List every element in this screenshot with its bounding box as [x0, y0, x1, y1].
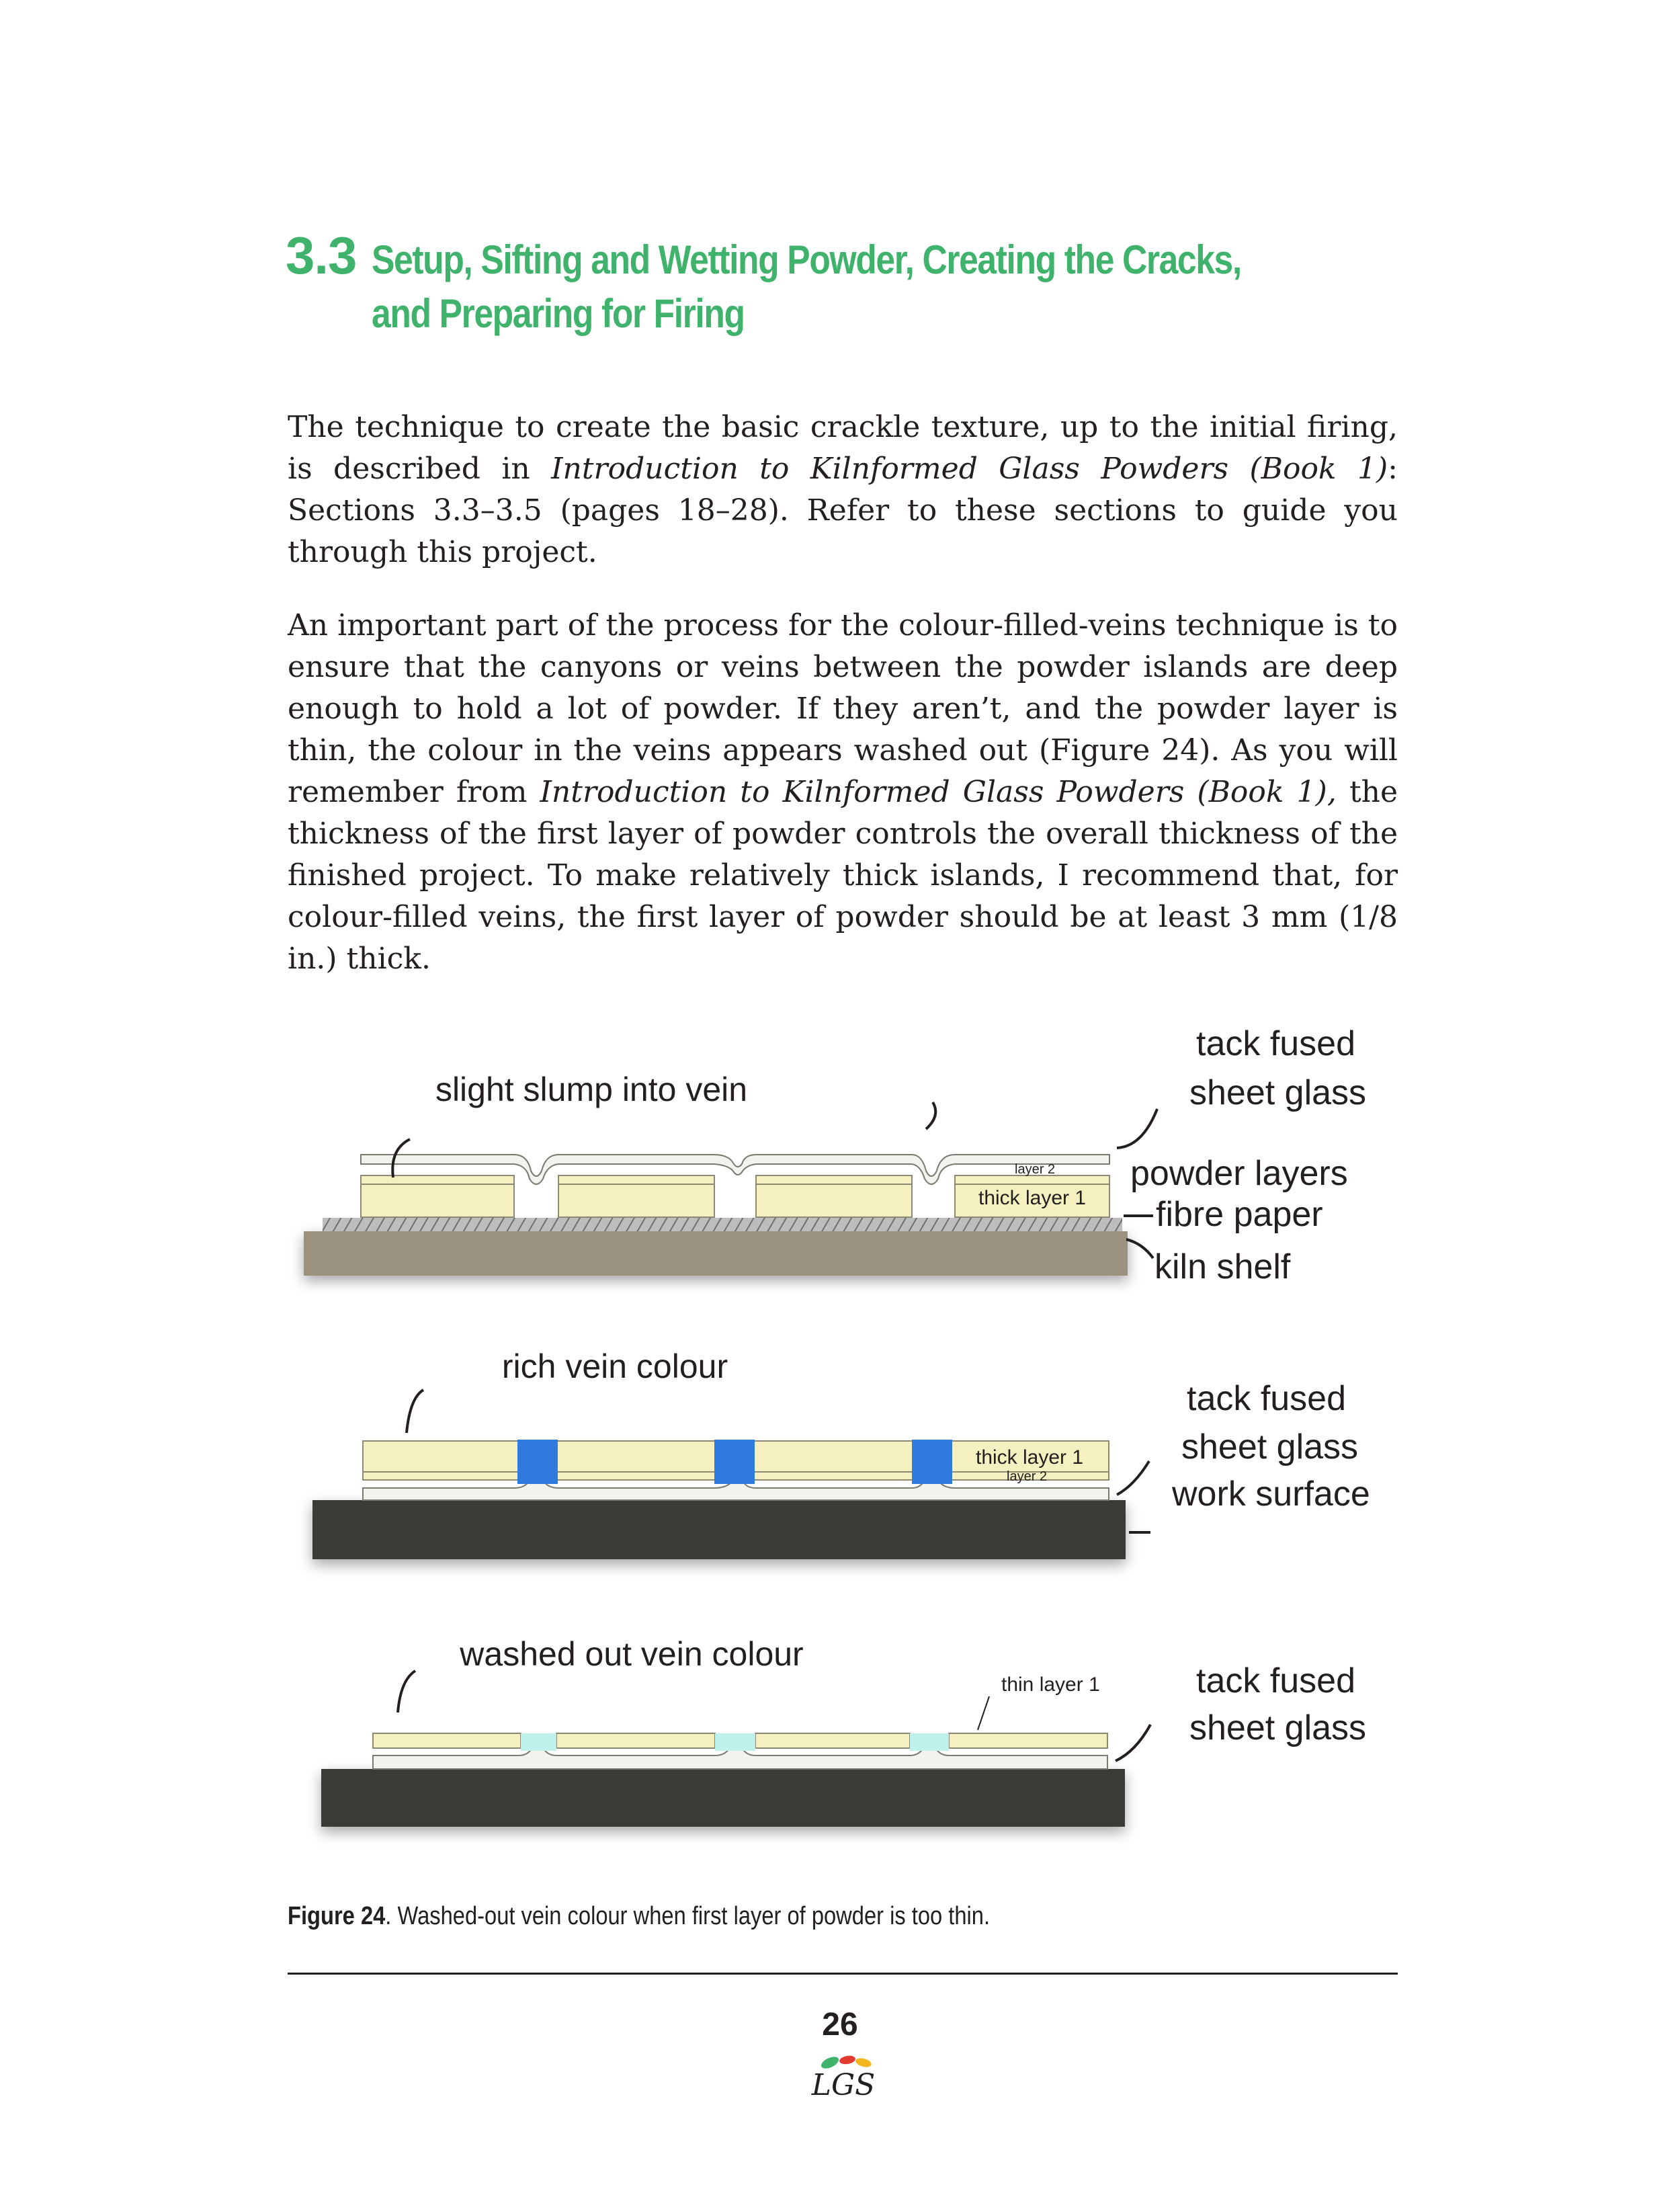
book-reference: Introduction to Kilnformed Glass Powders (Book 1) [551, 452, 1388, 486]
label-tack-fused: tack fused [1196, 1024, 1356, 1063]
fibre-paper [323, 1218, 1122, 1231]
footer-rule [288, 1973, 1398, 1975]
label-sheet-glass: sheet glass [1189, 1708, 1367, 1747]
callout-bracket [398, 1671, 415, 1712]
book-reference: Introduction to Kilnformed Glass Powders (Book 1), [540, 775, 1337, 809]
work-surface [321, 1769, 1125, 1827]
label-work-surface: work surface [1172, 1475, 1370, 1514]
label-tack-fused: tack fused [1187, 1379, 1347, 1418]
figure-caption [288, 1902, 990, 1931]
label-sheet-glass: sheet glass [1189, 1073, 1367, 1112]
label-thin-layer-1: thin layer 1 [1001, 1674, 1100, 1696]
section-title [372, 233, 1296, 341]
label-thick-layer-1: thick layer 1 [976, 1446, 1084, 1469]
paragraph-1-text-a: The technique to create the basic crackle texture, up to the initial firing, is described in [288, 410, 1398, 486]
work-surface [312, 1500, 1126, 1559]
label-layer-2: layer 2 [1015, 1162, 1056, 1177]
publisher-logo [803, 2053, 884, 2107]
annotation-rich-vein: rich vein colour [501, 1348, 728, 1385]
label-layer-2: layer 2 [1007, 1469, 1048, 1484]
leader-line [1126, 1239, 1153, 1258]
section-number: 3.3 [286, 226, 357, 285]
paragraph-2 [288, 605, 1398, 980]
diagram-washed-out-vein [321, 1635, 1366, 1827]
annotation-slight-slump: slight slump into vein [435, 1071, 748, 1108]
label-kiln-shelf: kiln shelf [1154, 1247, 1291, 1286]
callout-bracket [926, 1102, 935, 1129]
paragraph-1 [288, 407, 1398, 573]
paragraph-1-text-b: : Sections 3.3–3.5 (pages 18–28). Refer to these sections to guide you through this project. [288, 452, 1398, 569]
paragraph-2-text-a: An important part of the process for the colour-filled-veins technique is to ensure that the canyons or veins between the powder islands are deep enough to hold a lot of powder. If they aren’t, and the powder layer is thin, the colour in the veins appears washed out (Figure 24). As you will remember from [288, 608, 1398, 809]
label-fibre-paper: fibre paper [1156, 1195, 1323, 1234]
callout-bracket [407, 1390, 423, 1433]
leader-line [1117, 1461, 1149, 1495]
diagram-kiln-setup [304, 1024, 1366, 1286]
leader-line [978, 1696, 989, 1730]
diagram-rich-vein [312, 1348, 1370, 1559]
section-title-line-1: Setup, Sifting and Wetting Powder, Creating the Cracks, [372, 237, 1241, 282]
paragraph-2-text-b: the thickness of the first layer of powder controls the overall thickness of the finished project. To make relatively thick islands, I recommend that, for colour-filled veins, the first layer of powder should be at least 3 mm (1/8 in.) thick. [288, 775, 1398, 976]
annotation-washed-out: washed out vein colour [460, 1635, 804, 1673]
logo-text: LGS [811, 2068, 876, 2102]
caption-text: . Washed-out vein colour when first layer of powder is too thin. [385, 1902, 991, 1930]
figure-diagram [269, 1022, 1452, 1855]
kiln-shelf [304, 1231, 1128, 1276]
leader-line [1117, 1109, 1157, 1148]
leader-line [1116, 1725, 1150, 1761]
label-tack-fused: tack fused [1196, 1661, 1356, 1700]
page-number: 26 [822, 2007, 858, 2042]
figure-24 [269, 1022, 1452, 1855]
label-powder-layers: powder layers [1130, 1154, 1348, 1193]
section-title-line-2: and Preparing for Firing [372, 291, 745, 336]
label-thick-layer-1: thick layer 1 [978, 1187, 1087, 1209]
label-sheet-glass: sheet glass [1181, 1428, 1359, 1467]
figure-label: Figure 24 [288, 1902, 386, 1930]
